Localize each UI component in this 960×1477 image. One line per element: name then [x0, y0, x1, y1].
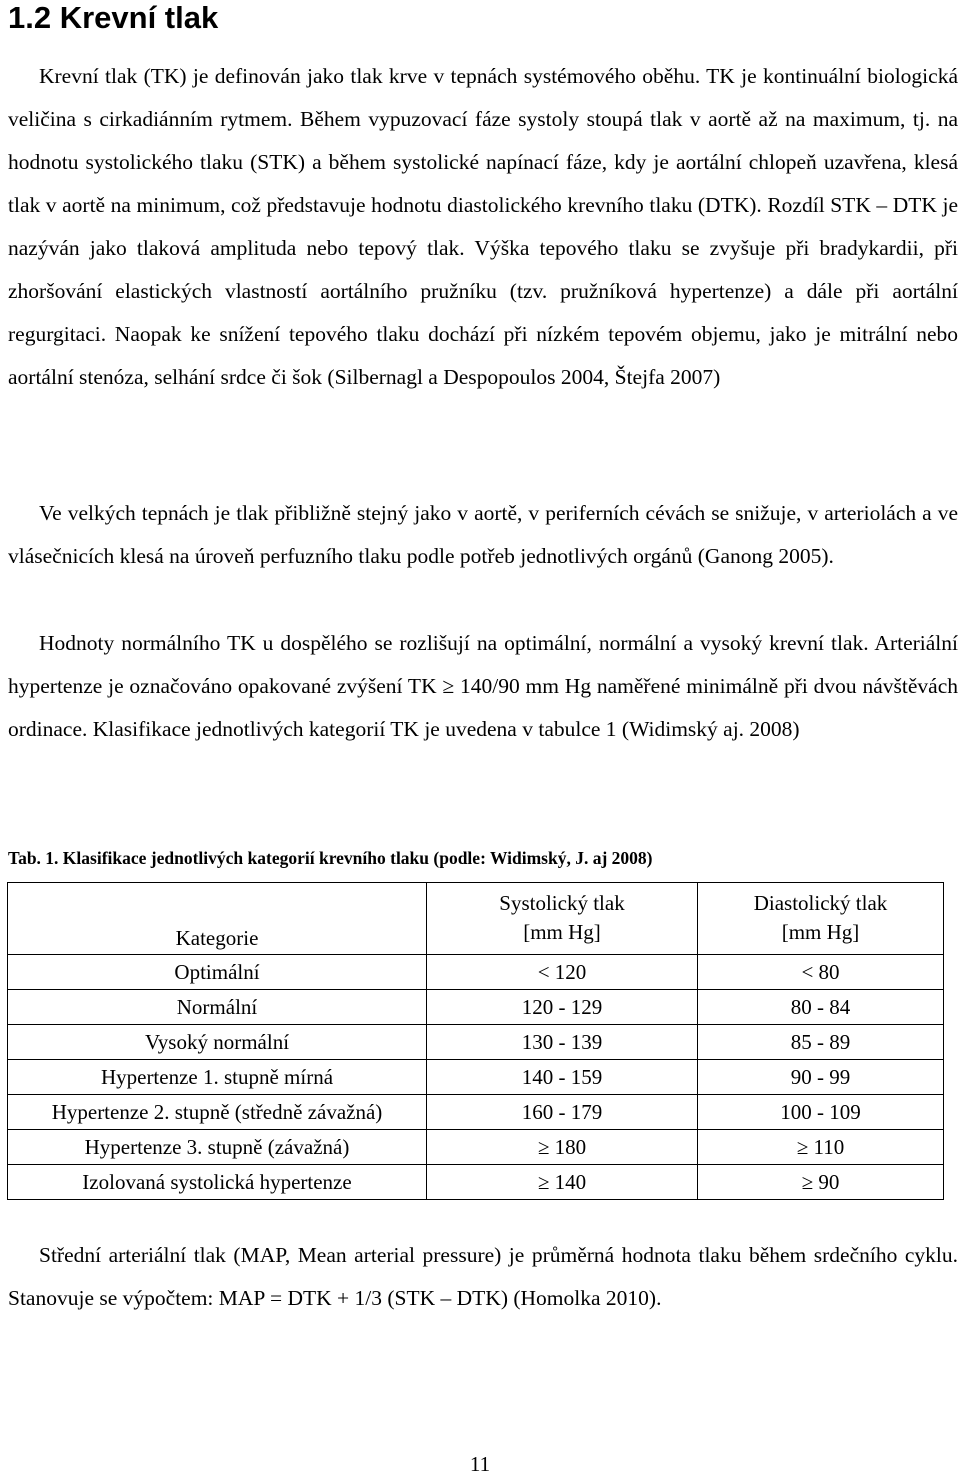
paragraph-blood-pressure-definition: Krevní tlak (TK) je definován jako tlak krve v tepnách systémového oběhu. TK je kontinuální biologická veličina s cirkadiánním rytmem. Během vypuzovací fáze systoly stoupá tlak v aortě až na maximum, tj. na hodnotu systolického tlaku (STK) a během systolické napínací fáze, kdy je aortální chlopeň uzavřena, klesá tlak v aortě na minimum, což představuje hodnotu diastolického krevního tlaku (DTK). Rozdíl STK – DTK je nazýván jako tlaková amplituda nebo tepový tlak. Výška tepového tlaku se zvyšuje při bradykardii, při zhoršování elastických vlastností aortálního pružníku (tzv. pružníková hypertenze) a dále při aortální regurgitaci. Naopak ke snížení tepového tlaku dochází při nízkém tepovém objemu, jako je mitrální nebo aortální stenóza, selhání srdce či šok (Silbernagl a Despopoulos 2004, Štejfa 2007)	[8, 64, 958, 389]
blood-pressure-classification-table	[7, 882, 944, 1200]
table-row	[8, 1165, 944, 1200]
cell-diastolic: ≥ 90	[698, 1165, 944, 1200]
section-heading: 1.2 Krevní tlak	[8, 0, 219, 35]
table-row	[8, 1060, 944, 1095]
cell-category: Optimální	[8, 955, 427, 990]
table-row	[8, 1130, 944, 1165]
header-systolic-line2: [mm Hg]	[523, 920, 601, 944]
cell-diastolic: < 80	[698, 955, 944, 990]
cell-diastolic: ≥ 110	[698, 1130, 944, 1165]
paragraph-normal-values: Hodnoty normálního TK u dospělého se rozlišují na optimální, normální a vysoký krevní tlak. Arteriální hypertenze je označováno opakované zvýšení TK ≥ 140/90 mm Hg naměřené minimálně při dvou návštěvách ordinace. Klasifikace jednotlivých kategorií TK je uvedena v tabulce 1 (Widimský aj. 2008)	[8, 631, 958, 741]
table-caption: Tab. 1. Klasifikace jednotlivých kategorií krevního tlaku (podle: Widimský, J. aj 2008)	[8, 848, 653, 868]
cell-systolic: ≥ 140	[427, 1165, 698, 1200]
header-diastolic-line1: Diastolický tlak	[753, 891, 888, 915]
cell-category: Vysoký normální	[8, 1025, 427, 1060]
cell-diastolic: 90 - 99	[698, 1060, 944, 1095]
cell-category: Normální	[8, 990, 427, 1025]
table-row	[8, 955, 944, 990]
cell-systolic: 160 - 179	[427, 1095, 698, 1130]
paragraph-mean-arterial-pressure: Střední arteriální tlak (MAP, Mean arterial pressure) je průměrná hodnota tlaku během srdečního cyklu. Stanovuje se výpočtem: MAP = DTK + 1/3 (STK – DTK) (Homolka 2010).	[8, 1243, 958, 1310]
cell-category: Hypertenze 1. stupně mírná	[8, 1060, 427, 1095]
header-category: Kategorie	[8, 883, 427, 955]
page-number: 11	[469, 1452, 491, 1476]
cell-category: Hypertenze 3. stupně (závažná)	[8, 1130, 427, 1165]
cell-systolic: 130 - 139	[427, 1025, 698, 1060]
table-row	[8, 1095, 944, 1130]
table-row	[8, 990, 944, 1025]
cell-category: Hypertenze 2. stupně (středně závažná)	[8, 1095, 427, 1130]
cell-diastolic: 80 - 84	[698, 990, 944, 1025]
table-header-row	[8, 883, 944, 955]
cell-diastolic: 100 - 109	[698, 1095, 944, 1130]
header-diastolic-line2: [mm Hg]	[781, 920, 860, 944]
cell-systolic: < 120	[427, 955, 698, 990]
cell-diastolic: 85 - 89	[698, 1025, 944, 1060]
cell-systolic: 140 - 159	[427, 1060, 698, 1095]
paragraph-arterial-pressure: Ve velkých tepnách je tlak přibližně stejný jako v aortě, v periferních cévách se snižuje, v arteriolách a ve vlásečnicích klesá na úroveň perfuzního tlaku podle potřeb jednotlivých orgánů (Ganong 2005).	[8, 501, 958, 568]
cell-systolic: ≥ 180	[427, 1130, 698, 1165]
header-systolic	[427, 883, 698, 955]
header-systolic-line1: Systolický tlak	[499, 891, 625, 915]
table-row	[8, 1025, 944, 1060]
header-diastolic	[698, 883, 944, 955]
cell-category: Izolovaná systolická hypertenze	[8, 1165, 427, 1200]
cell-systolic: 120 - 129	[427, 990, 698, 1025]
